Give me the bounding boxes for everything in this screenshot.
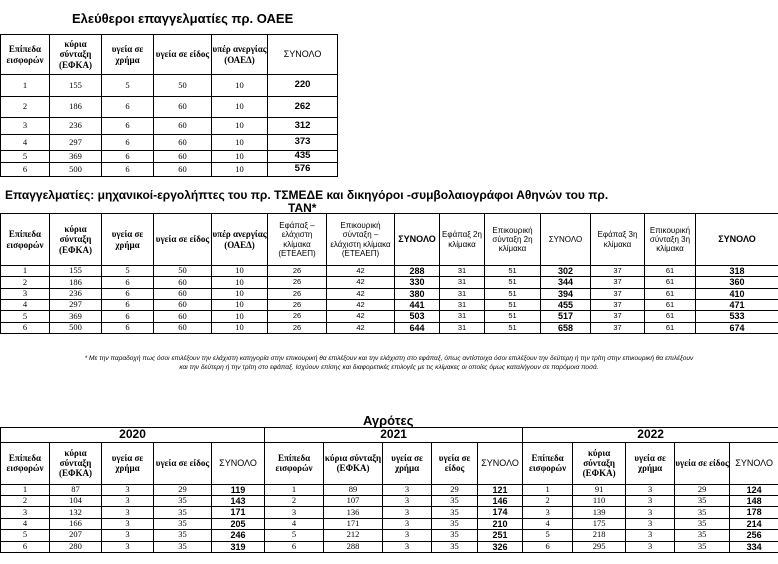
data-cell: 51: [485, 277, 541, 288]
data-cell: 35: [432, 518, 478, 529]
total-cell: 214: [730, 518, 778, 529]
data-cell: 60: [154, 97, 212, 118]
total-cell: 471: [696, 300, 778, 311]
total-cell: 124: [730, 484, 778, 495]
header-cell: Επικουρική σύνταξη 2η κλίμακα: [485, 214, 541, 266]
data-cell: 3: [626, 541, 675, 552]
data-cell: 61: [645, 288, 696, 299]
data-cell: 26: [268, 311, 327, 322]
header-cell: υγεία σε χρήμα: [102, 35, 154, 75]
data-cell: 280: [50, 541, 102, 552]
header-cell: κύρια σύνταξη (ΕΦΚΑ): [50, 442, 102, 484]
header-cell: κύρια σύνταξη (ΕΦΚΑ): [324, 442, 383, 484]
table-row: [1, 163, 338, 177]
header-row: [1, 35, 338, 75]
total-cell: 146: [478, 496, 523, 507]
year-header: 2022: [523, 428, 778, 443]
data-cell: 10: [212, 163, 268, 177]
tsmede-tan-table: [0, 213, 778, 334]
total-cell: 517: [541, 311, 591, 322]
header-cell: υγεία σε είδος: [154, 214, 212, 266]
header-row: [1, 442, 778, 484]
section3-title: Αγρότες: [363, 413, 414, 428]
footnote-line2: και την δεύτερη ή την τρίτη στο εφάπαξ. Ισχύουν επίσης και διαφορετικές επιλογές με τις κλίμακες οι οποίες όμως καταλήγουν σε παρόμοια ποσά.: [179, 363, 599, 371]
data-cell: 4: [523, 518, 573, 529]
table-row: [1, 311, 778, 322]
data-cell: 6: [102, 163, 154, 177]
data-cell: 3: [626, 530, 675, 541]
data-cell: 31: [440, 311, 485, 322]
data-cell: 42: [327, 288, 395, 299]
header-cell: Επίπεδα εισφορών: [1, 442, 50, 484]
data-cell: 3: [383, 507, 432, 518]
data-cell: 10: [212, 322, 268, 333]
data-cell: 89: [324, 484, 383, 495]
data-cell: 2: [265, 496, 324, 507]
data-cell: 29: [154, 484, 212, 495]
header-cell: Επικουρική σύνταξη 3η κλίμακα: [645, 214, 696, 266]
data-cell: 3: [265, 507, 324, 518]
total-cell: 318: [696, 266, 778, 277]
data-cell: 51: [485, 300, 541, 311]
data-cell: 6: [523, 541, 573, 552]
data-cell: 5: [102, 75, 154, 97]
total-cell: 435: [268, 151, 338, 163]
header-cell: κύρια σύνταξη (ΕΦΚΑ): [573, 442, 626, 484]
data-cell: 500: [50, 163, 102, 177]
header-cell: Επίπεδα εισφορών: [523, 442, 573, 484]
data-cell: 35: [432, 541, 478, 552]
data-cell: 61: [645, 266, 696, 277]
data-cell: 50: [154, 266, 212, 277]
total-cell: 246: [212, 530, 265, 541]
data-cell: 1: [1, 266, 50, 277]
data-cell: 35: [675, 518, 730, 529]
total-cell: 533: [696, 311, 778, 322]
data-cell: 29: [432, 484, 478, 495]
data-cell: 60: [154, 118, 212, 135]
header-cell: ΣΥΝΟΛΟ: [730, 442, 778, 484]
data-cell: 3: [626, 496, 675, 507]
year-header: 2020: [1, 428, 265, 443]
total-cell: 441: [395, 300, 440, 311]
total-cell: 312: [268, 118, 338, 135]
data-cell: 2: [1, 97, 50, 118]
data-cell: 31: [440, 277, 485, 288]
data-cell: 2: [1, 496, 50, 507]
header-cell: υπέρ ανεργίας (ΟΑΕΔ): [212, 35, 268, 75]
total-cell: 334: [730, 541, 778, 552]
data-cell: 6: [102, 300, 154, 311]
data-cell: 3: [1, 507, 50, 518]
data-cell: 51: [485, 266, 541, 277]
data-cell: 3: [626, 518, 675, 529]
data-cell: 3: [102, 496, 154, 507]
data-cell: 155: [50, 75, 102, 97]
header-cell: ΣΥΝΟΛΟ: [212, 442, 265, 484]
data-cell: 136: [324, 507, 383, 518]
total-cell: 658: [541, 322, 591, 333]
header-cell: Επίπεδα εισφορών: [1, 35, 50, 75]
data-cell: 35: [675, 507, 730, 518]
total-cell: 373: [268, 135, 338, 151]
data-cell: 3: [626, 507, 675, 518]
data-cell: 10: [212, 311, 268, 322]
data-cell: 104: [50, 496, 102, 507]
header-cell: υγεία σε χρήμα: [383, 442, 432, 484]
header-cell: ΣΥΝΟΛΟ: [541, 214, 591, 266]
data-cell: 4: [265, 518, 324, 529]
table-row: [1, 135, 338, 151]
total-cell: 171: [212, 507, 265, 518]
total-cell: 119: [212, 484, 265, 495]
header-cell: υγεία σε χρήμα: [626, 442, 675, 484]
data-cell: 3: [626, 484, 675, 495]
data-cell: 3: [383, 541, 432, 552]
data-cell: 60: [154, 163, 212, 177]
data-cell: 42: [327, 311, 395, 322]
header-cell: υγεία σε είδος: [675, 442, 730, 484]
header-cell: υγεία σε είδος: [154, 35, 212, 75]
header-cell: ΣΥΝΟΛΟ: [395, 214, 440, 266]
year-row: [1, 428, 778, 443]
data-cell: 31: [440, 288, 485, 299]
header-cell: Εφάπαξ 2η κλίμακα: [440, 214, 485, 266]
section2-title-cont: ΤΑΝ*: [288, 201, 317, 215]
table-row: [1, 277, 778, 288]
data-cell: 132: [50, 507, 102, 518]
table-row: [1, 266, 778, 277]
total-cell: 256: [730, 530, 778, 541]
total-cell: 143: [212, 496, 265, 507]
table-row: [1, 75, 338, 97]
header-row: [1, 214, 778, 266]
data-cell: 6: [102, 311, 154, 322]
data-cell: 26: [268, 322, 327, 333]
total-cell: 251: [478, 530, 523, 541]
table-row: [1, 518, 778, 529]
data-cell: 166: [50, 518, 102, 529]
data-cell: 31: [440, 300, 485, 311]
data-cell: 1: [1, 75, 50, 97]
data-cell: 10: [212, 277, 268, 288]
total-cell: 210: [478, 518, 523, 529]
data-cell: 6: [265, 541, 324, 552]
data-cell: 51: [485, 311, 541, 322]
data-cell: 10: [212, 97, 268, 118]
header-cell: υγεία σε είδος: [154, 442, 212, 484]
data-cell: 61: [645, 277, 696, 288]
data-cell: 60: [154, 277, 212, 288]
section2-title: Επαγγελματίες: μηχανικοί-εργολήπτες του πρ. ΤΣΜΕΔΕ και δικηγόροι -συμβολαιογράφοι Αθηνών του πρ.: [5, 188, 609, 202]
data-cell: 6: [1, 541, 50, 552]
total-cell: 326: [478, 541, 523, 552]
data-cell: 6: [1, 163, 50, 177]
data-cell: 3: [102, 518, 154, 529]
data-cell: 5: [523, 530, 573, 541]
data-cell: 51: [485, 288, 541, 299]
table-row: [1, 541, 778, 552]
data-cell: 35: [432, 507, 478, 518]
total-cell: 360: [696, 277, 778, 288]
data-cell: 4: [1, 300, 50, 311]
oaee-table: [0, 34, 338, 177]
data-cell: 295: [573, 541, 626, 552]
table-row: [1, 118, 338, 135]
data-cell: 37: [591, 322, 645, 333]
data-cell: 87: [50, 484, 102, 495]
data-cell: 51: [485, 322, 541, 333]
data-cell: 288: [324, 541, 383, 552]
data-cell: 10: [212, 151, 268, 163]
data-cell: 37: [591, 311, 645, 322]
data-cell: 110: [573, 496, 626, 507]
header-cell: ΣΥΝΟΛΟ: [478, 442, 523, 484]
table-row: [1, 97, 338, 118]
total-cell: 319: [212, 541, 265, 552]
total-cell: 302: [541, 266, 591, 277]
total-cell: 148: [730, 496, 778, 507]
data-cell: 236: [50, 118, 102, 135]
data-cell: 60: [154, 288, 212, 299]
data-cell: 5: [1, 530, 50, 541]
data-cell: 35: [154, 530, 212, 541]
data-cell: 175: [573, 518, 626, 529]
data-cell: 61: [645, 311, 696, 322]
data-cell: 91: [573, 484, 626, 495]
data-cell: 35: [675, 496, 730, 507]
header-cell: υπέρ ανεργίας (ΟΑΕΔ): [212, 214, 268, 266]
total-cell: 174: [478, 507, 523, 518]
table-row: [1, 530, 778, 541]
data-cell: 42: [327, 266, 395, 277]
header-cell: ΣΥΝΟΛΟ: [268, 35, 338, 75]
data-cell: 6: [102, 322, 154, 333]
data-cell: 2: [1, 277, 50, 288]
footnote: [0, 355, 778, 373]
data-cell: 60: [154, 311, 212, 322]
total-cell: 262: [268, 97, 338, 118]
data-cell: 61: [645, 300, 696, 311]
total-cell: 410: [696, 288, 778, 299]
header-cell: Επίπεδα εισφορών: [1, 214, 50, 266]
header-cell: Επικουρική σύνταξη – ελάχιστη κλίμακα (ΕΤΕΑΕΠ): [327, 214, 395, 266]
data-cell: 3: [1, 118, 50, 135]
data-cell: 171: [324, 518, 383, 529]
data-cell: 35: [154, 518, 212, 529]
data-cell: 5: [1, 311, 50, 322]
total-cell: 644: [395, 322, 440, 333]
data-cell: 369: [50, 311, 102, 322]
header-cell: ΣΥΝΟΛΟ: [696, 214, 778, 266]
data-cell: 1: [523, 484, 573, 495]
total-cell: 344: [541, 277, 591, 288]
total-cell: 455: [541, 300, 591, 311]
data-cell: 139: [573, 507, 626, 518]
total-cell: 674: [696, 322, 778, 333]
data-cell: 3: [383, 496, 432, 507]
data-cell: 42: [327, 322, 395, 333]
table-row: [1, 496, 778, 507]
table-row: [1, 322, 778, 333]
data-cell: 31: [440, 322, 485, 333]
data-cell: 6: [1, 322, 50, 333]
data-cell: 10: [212, 118, 268, 135]
data-cell: 186: [50, 277, 102, 288]
data-cell: 50: [154, 75, 212, 97]
total-cell: 121: [478, 484, 523, 495]
data-cell: 207: [50, 530, 102, 541]
data-cell: 369: [50, 151, 102, 163]
data-cell: 297: [50, 135, 102, 151]
data-cell: 4: [1, 518, 50, 529]
header-cell: υγεία σε χρήμα: [102, 214, 154, 266]
data-cell: 35: [154, 541, 212, 552]
data-cell: 4: [1, 135, 50, 151]
farmers-table: [0, 427, 778, 553]
data-cell: 60: [154, 322, 212, 333]
data-cell: 10: [212, 75, 268, 97]
data-cell: 26: [268, 288, 327, 299]
data-cell: 6: [102, 97, 154, 118]
header-cell: Εφάπαξ 3η κλίμακα: [591, 214, 645, 266]
data-cell: 31: [440, 266, 485, 277]
data-cell: 107: [324, 496, 383, 507]
data-cell: 37: [591, 300, 645, 311]
data-cell: 1: [1, 484, 50, 495]
total-cell: 330: [395, 277, 440, 288]
data-cell: 2: [523, 496, 573, 507]
data-cell: 35: [154, 496, 212, 507]
table-row: [1, 288, 778, 299]
header-cell: κύρια σύνταξη (ΕΦΚΑ): [50, 35, 102, 75]
total-cell: 205: [212, 518, 265, 529]
data-cell: 26: [268, 266, 327, 277]
data-cell: 218: [573, 530, 626, 541]
data-cell: 3: [102, 484, 154, 495]
data-cell: 26: [268, 277, 327, 288]
data-cell: 5: [102, 266, 154, 277]
data-cell: 3: [383, 518, 432, 529]
header-cell: υγεία σε χρήμα: [102, 442, 154, 484]
data-cell: 42: [327, 277, 395, 288]
data-cell: 1: [265, 484, 324, 495]
data-cell: 297: [50, 300, 102, 311]
footnote-line1: * Με την παραδοχή πως όσοι επιλέξουν την ελάχιστη κατηγορία στην επικουρική θα επιλέξουν και την ελάχιστη στο εφάπαξ, όπως αντίστοιχα όσοι επιλέξουν την δεύτερη ή την τρίτη στην επικουρική θα επιλέξουν: [84, 355, 694, 362]
data-cell: 500: [50, 322, 102, 333]
data-cell: 35: [675, 541, 730, 552]
total-cell: 503: [395, 311, 440, 322]
data-cell: 10: [212, 288, 268, 299]
total-cell: 380: [395, 288, 440, 299]
header-cell: Επίπεδα εισφορών: [265, 442, 324, 484]
data-cell: 10: [212, 300, 268, 311]
data-cell: 6: [102, 277, 154, 288]
data-cell: 60: [154, 151, 212, 163]
total-cell: 220: [268, 75, 338, 97]
table-row: [1, 484, 778, 495]
data-cell: 35: [432, 496, 478, 507]
data-cell: 37: [591, 277, 645, 288]
data-cell: 6: [102, 151, 154, 163]
section1-title: Ελεύθεροι επαγγελματίες πρ. ΟΑΕΕ: [72, 11, 294, 26]
data-cell: 236: [50, 288, 102, 299]
data-cell: 37: [591, 266, 645, 277]
data-cell: 35: [675, 530, 730, 541]
data-cell: 6: [102, 118, 154, 135]
data-cell: 3: [523, 507, 573, 518]
data-cell: 6: [102, 135, 154, 151]
data-cell: 26: [268, 300, 327, 311]
data-cell: 42: [327, 300, 395, 311]
header-cell: κύρια σύνταξη (ΕΦΚΑ): [50, 214, 102, 266]
data-cell: 186: [50, 97, 102, 118]
table-row: [1, 151, 338, 163]
data-cell: 3: [383, 484, 432, 495]
total-cell: 288: [395, 266, 440, 277]
data-cell: 5: [1, 151, 50, 163]
data-cell: 61: [645, 322, 696, 333]
data-cell: 60: [154, 135, 212, 151]
table-row: [1, 300, 778, 311]
total-cell: 576: [268, 163, 338, 177]
data-cell: 3: [102, 530, 154, 541]
header-cell: Εφάπαξ – ελάχιστη κλίμακα (ΕΤΕΑΕΠ): [268, 214, 327, 266]
data-cell: 60: [154, 300, 212, 311]
total-cell: 394: [541, 288, 591, 299]
data-cell: 3: [1, 288, 50, 299]
header-cell: υγεία σε είδος: [432, 442, 478, 484]
data-cell: 155: [50, 266, 102, 277]
year-header: 2021: [265, 428, 523, 443]
data-cell: 6: [102, 288, 154, 299]
data-cell: 35: [154, 507, 212, 518]
data-cell: 212: [324, 530, 383, 541]
data-cell: 29: [675, 484, 730, 495]
data-cell: 3: [102, 507, 154, 518]
data-cell: 10: [212, 135, 268, 151]
data-cell: 5: [265, 530, 324, 541]
table-row: [1, 507, 778, 518]
data-cell: 10: [212, 266, 268, 277]
data-cell: 35: [432, 530, 478, 541]
data-cell: 3: [102, 541, 154, 552]
data-cell: 3: [383, 530, 432, 541]
data-cell: 37: [591, 288, 645, 299]
total-cell: 178: [730, 507, 778, 518]
